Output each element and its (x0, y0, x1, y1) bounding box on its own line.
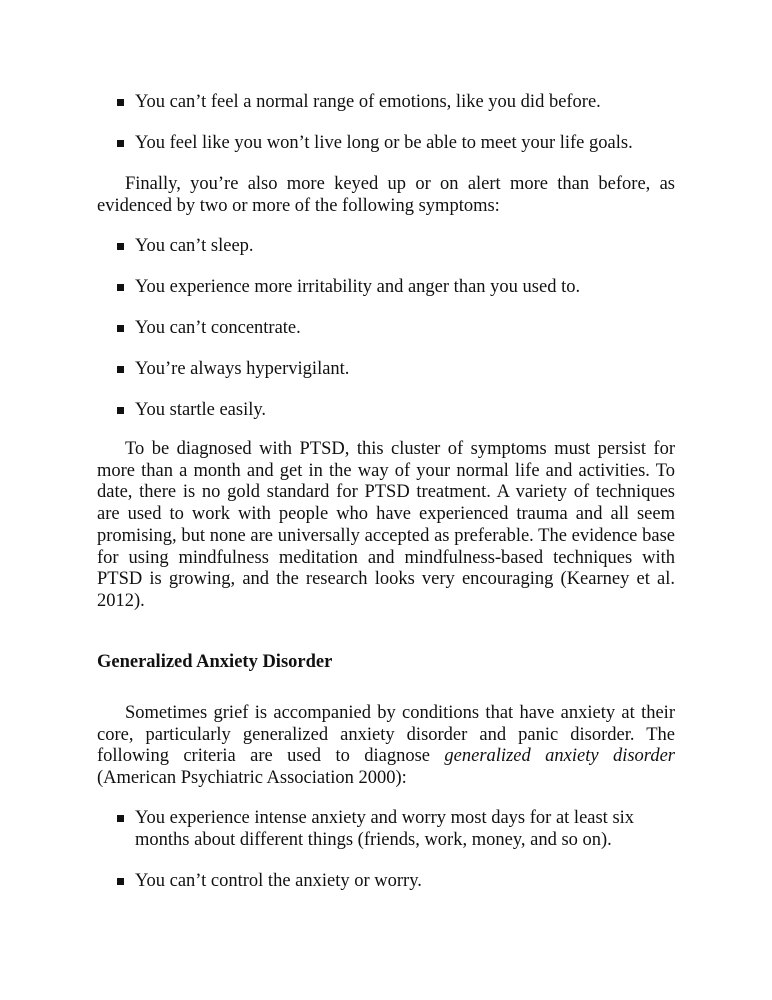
list-item-text: You can’t sleep. (135, 236, 254, 256)
bullet-square-icon (117, 243, 124, 250)
paragraph-gad-citation: (American Psychiatric Association 2000): (97, 768, 407, 789)
list-item-text: You can’t control the anxiety or worry. (135, 871, 422, 891)
bullet-square-icon (117, 815, 124, 822)
list-item (117, 132, 673, 154)
paragraph-gad (97, 703, 675, 790)
bullet-square-icon (117, 325, 124, 332)
bullet-square-icon (117, 366, 124, 373)
list-item (117, 399, 673, 421)
list-item (117, 276, 673, 298)
bullet-square-icon (117, 140, 124, 147)
bullet-square-icon (117, 284, 124, 291)
list-item (117, 870, 673, 892)
bullet-square-icon (117, 878, 124, 885)
bullet-square-icon (117, 407, 124, 414)
list-item-text: You feel like you won’t live long or be able to meet your life goals. (135, 133, 633, 153)
paragraph-keyed-up: Finally, you’re also more keyed up or on alert more than before, as evidenced by two or more of the following symptoms: (97, 174, 675, 216)
list-item-text: You startle easily. (135, 400, 267, 420)
list-item-text: You experience intense anxiety and worry most days for at least six months about different things (friends, work, money, and so on). (135, 808, 635, 850)
list-item-text: You experience more irritability and anger than you used to. (135, 277, 581, 297)
document-page (97, 0, 675, 1000)
list-item-text: You’re always hypervigilant. (135, 359, 350, 379)
paragraph-ptsd: To be diagnosed with PTSD, this cluster of symptoms must persist for more than a month and get in the way of your normal life and activities. To date, there is no gold standard for PTSD treatment. A variety of techniques are used to work with people who have experienced trauma and all seem promising, but none are universally accepted as preferable. The evidence base for using mindfulness meditation and mindfulness-based techniques with PTSD is growing, and the research looks very encouraging (Kearney et al. 2012). (97, 439, 675, 611)
list-item (117, 358, 673, 380)
list-item (117, 317, 673, 339)
list-item (117, 807, 673, 851)
bullet-square-icon (117, 99, 124, 106)
list-item (117, 235, 673, 257)
list-item-text: You can’t concentrate. (135, 318, 301, 338)
paragraph-gad-emphasis: generalized anxiety disorder (444, 746, 675, 767)
list-item-text: You can’t feel a normal range of emotions, like you did before. (135, 92, 601, 112)
paragraph-gad-text: Sometimes grief is accompanied by conditions that have anxiety at their core, particularly generalized anxiety disorder and panic disorder. The following criteria are used to diagnose (97, 703, 675, 767)
section-heading: Generalized Anxiety Disorder (97, 652, 333, 672)
list-item (117, 91, 673, 113)
